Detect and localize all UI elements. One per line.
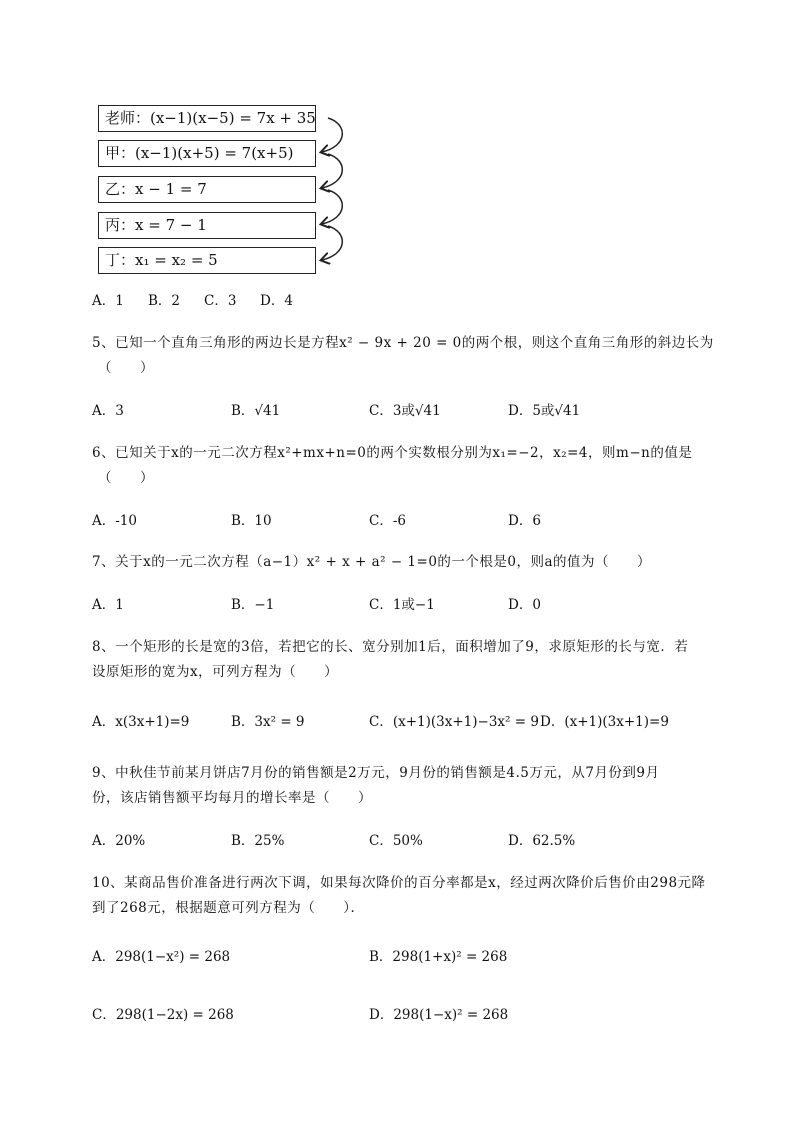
q4-option-c[interactable]: C．3: [204, 293, 237, 309]
q10-option-d[interactable]: D．298(1−x)² = 268: [369, 1007, 509, 1023]
q7-option-d[interactable]: D．0: [508, 597, 541, 613]
q4-option-a[interactable]: A．1: [92, 293, 124, 309]
q5-option-c[interactable]: C．3或√41: [369, 403, 441, 419]
q5-stem-line2: （ ）: [98, 360, 154, 376]
flow-box-yi: 乙：x − 1 = 7: [98, 176, 316, 203]
q6-option-c[interactable]: C．-6: [369, 513, 406, 529]
q4-option-d[interactable]: D．4: [260, 293, 293, 309]
q6-option-d[interactable]: D．6: [508, 513, 541, 529]
q8-stem-line2: 设原矩形的宽为x，可列方程为（ ）: [92, 664, 339, 680]
q9-option-b[interactable]: B．25%: [231, 833, 285, 849]
flow-arrow-2: [322, 154, 342, 188]
flow-arrow-4: [322, 226, 342, 260]
flow-box-bing: 丙：x = 7 − 1: [98, 212, 316, 239]
q10-stem-line2: 到了268元，根据题意可列方程为（ ）．: [92, 900, 365, 916]
flow-box-teacher: 老师：(x−1)(x−5) = 7x + 35: [98, 105, 316, 132]
q9-stem-line2: 份，该店销售额平均每月的增长率是（ ）: [92, 790, 372, 806]
q6-option-b[interactable]: B．10: [231, 513, 272, 529]
q8-stem-line1: 8、一个矩形的长是宽的3倍，若把它的长、宽分别加1后，面积增加了9，求原矩形的长与宽．若: [92, 639, 689, 655]
q9-option-c[interactable]: C．50%: [369, 833, 423, 849]
flow-arrows: [0, 0, 794, 300]
q5-option-a[interactable]: A．3: [92, 403, 124, 419]
q7-option-b[interactable]: B．−1: [231, 597, 275, 613]
q10-option-c[interactable]: C．298(1−2x) = 268: [92, 1007, 234, 1023]
q7-stem-line1: 7、关于x的一元二次方程（a−1）x² + x + a² − 1=0的一个根是0，则a的值为（ ）: [92, 554, 652, 570]
q10-option-b[interactable]: B．298(1+x)² = 268: [369, 949, 508, 965]
flow-box-jia: 甲：(x−1)(x+5) = 7(x+5): [98, 140, 316, 167]
q6-option-a[interactable]: A．-10: [92, 513, 137, 529]
q5-option-b[interactable]: B．√41: [231, 403, 281, 419]
q5-option-d[interactable]: D．5或√41: [508, 403, 581, 419]
flow-arrow-1: [322, 118, 342, 152]
q8-option-c[interactable]: C．(x+1)(3x+1)−3x² = 9: [369, 714, 539, 730]
q10-stem-line1: 10、某商品售价准备进行两次下调，如果每次降价的百分率都是x，经过两次降价后售价由298元降: [92, 875, 706, 891]
q6-stem-line2: （ ）: [98, 470, 154, 486]
q5-stem-line1: 5、已知一个直角三角形的两边长是方程x² − 9x + 20 = 0的两个根，则这个直角三角形的斜边长为: [92, 335, 714, 351]
q7-option-c[interactable]: C．1或−1: [369, 597, 435, 613]
q9-option-d[interactable]: D．62.5%: [508, 833, 576, 849]
q9-option-a[interactable]: A．20%: [92, 833, 146, 849]
q8-option-d[interactable]: D．(x+1)(3x+1)=9: [540, 714, 669, 730]
q4-option-b[interactable]: B．2: [148, 293, 181, 309]
q6-stem-line1: 6、已知关于x的一元二次方程x²+mx+n=0的两个实数根分别为x₁=−2，x₂=4，则m−n的值是: [92, 445, 693, 461]
q8-option-a[interactable]: A．x(3x+1)=9: [92, 714, 190, 730]
q9-stem-line1: 9、中秋佳节前某月饼店7月份的销售额是2万元，9月份的销售额是4.5万元，从7月份到9月: [92, 765, 660, 781]
q8-option-b[interactable]: B．3x² = 9: [231, 714, 305, 730]
q7-option-a[interactable]: A．1: [92, 597, 124, 613]
flow-arrow-3: [322, 190, 342, 224]
flow-box-ding: 丁：x₁ = x₂ = 5: [98, 247, 316, 274]
q10-option-a[interactable]: A．298(1−x²) = 268: [92, 949, 231, 965]
